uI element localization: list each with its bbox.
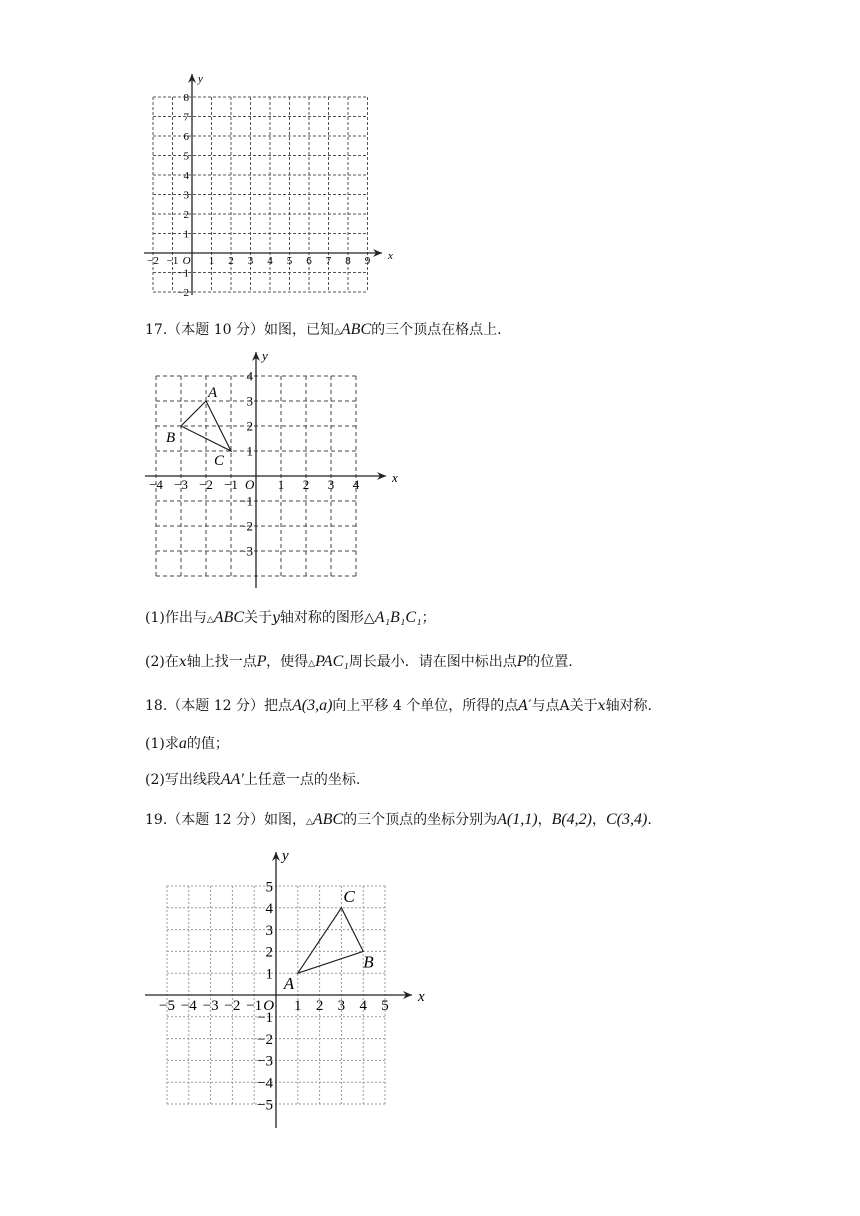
part-text: 轴上找一点 — [186, 654, 257, 670]
x-tick-label: −1 — [166, 255, 179, 267]
part-text: 关于 — [243, 610, 272, 626]
x-tick-label: −3 — [202, 998, 219, 1014]
part-text: 轴对称的图形△ — [279, 610, 375, 626]
point-name: P — [516, 654, 527, 670]
part-text: (2)写出线段 — [145, 772, 221, 788]
point-coordinate: A(1,1) — [497, 811, 538, 828]
triangle — [166, 385, 231, 469]
triangle-abc-figure — [140, 848, 430, 1133]
part-text: (2)在 — [145, 654, 179, 670]
y-tick-label: 6 — [183, 130, 189, 143]
y-tick-label: −2 — [239, 518, 253, 534]
triangle-name: PAC₁ — [315, 653, 349, 670]
y-tick-label: 8 — [183, 91, 189, 104]
y-tick-label: −1 — [177, 267, 189, 280]
y-tick-label: 1 — [183, 228, 189, 241]
point-name: A — [559, 698, 570, 714]
point-coordinate: C(3,4) — [606, 811, 648, 828]
y-tick-label: −5 — [257, 1097, 273, 1114]
y-tick-label: −3 — [257, 1053, 273, 1070]
x-tick-label: 4 — [267, 255, 273, 267]
y-tick-label: −3 — [239, 543, 253, 559]
x-tick-label: 5 — [286, 255, 293, 267]
triangle-symbol: △ — [308, 659, 316, 669]
question-17-stem — [145, 320, 502, 342]
x-tick-label: 4 — [359, 998, 367, 1014]
y-tick-label: −4 — [257, 1075, 273, 1092]
question-17-part-2 — [145, 652, 573, 674]
x-tick-label: −2 — [199, 477, 213, 492]
x-tick-label: 8 — [345, 255, 351, 267]
y-tick-label: 4 — [265, 901, 273, 918]
part-text: ； — [421, 610, 436, 626]
question-number: 18. — [145, 698, 168, 714]
y-tick-label: 4 — [246, 368, 253, 384]
vertex-label: B — [166, 430, 176, 446]
x-tick-label: 1 — [277, 477, 285, 492]
question-18-stem — [145, 696, 652, 716]
triangle-name: ABC — [213, 609, 244, 626]
y-tick-label: 5 — [183, 150, 189, 163]
stem-text: 向上平移 4 个单位，所得的点 — [332, 698, 519, 714]
x-tick-label: −4 — [149, 477, 163, 492]
x-tick-label: 3 — [247, 255, 254, 267]
y-tick-label: 4 — [183, 169, 189, 182]
stem-text: 如图， — [263, 812, 306, 828]
vertex-label: A — [283, 974, 295, 994]
x-tick-label: 1 — [208, 255, 215, 267]
stem-text: 如图，已知 — [263, 322, 334, 338]
part-text: 上任意一点的坐标. — [243, 772, 361, 788]
triangle-outline — [298, 908, 363, 973]
x-tick-label: −1 — [224, 477, 238, 492]
stem-text: 关于 — [569, 698, 598, 714]
x-axis-label: x — [388, 250, 393, 262]
x-tick-label: −3 — [174, 477, 188, 492]
x-axis-label: x — [392, 470, 398, 485]
question-score: （本题 12 分） — [167, 698, 264, 714]
triangle — [283, 887, 374, 993]
x-tick-label: 5 — [381, 998, 389, 1014]
y-tick-label: −1 — [257, 1010, 273, 1027]
part-text: 周长最小．请在图中标出点 — [348, 654, 517, 670]
separator: ， — [592, 812, 606, 828]
x-tick-label: 3 — [327, 477, 335, 492]
tick-labels — [149, 348, 398, 559]
triangle-name: ABC — [340, 321, 372, 338]
question-number: 19. — [145, 812, 168, 828]
x-tick-label: 3 — [337, 998, 346, 1014]
x-tick-label: 2 — [228, 255, 234, 267]
y-tick-label: 3 — [183, 189, 189, 202]
question-score: （本题 10 分） — [167, 322, 264, 338]
point-name: P — [256, 654, 267, 670]
y-tick-label: −2 — [177, 286, 189, 299]
tick-labels — [147, 73, 393, 299]
y-tick-label: 2 — [183, 208, 189, 221]
vertex-label: B — [363, 952, 374, 972]
triangle-symbol: △ — [333, 327, 341, 337]
separator: ， — [537, 812, 552, 828]
x-tick-label: −5 — [159, 998, 175, 1014]
stem-text: 轴对称. — [605, 698, 653, 714]
y-tick-label: 2 — [246, 418, 253, 434]
origin-label: O — [244, 477, 255, 492]
variable-name: a — [178, 735, 187, 752]
y-tick-label: 7 — [183, 111, 189, 124]
question-number: 17. — [145, 322, 168, 338]
coordinate-grid-figure — [140, 70, 400, 300]
question-score: （本题 12 分） — [167, 812, 264, 828]
part-text: 的位置. — [526, 654, 573, 670]
axis-name: y — [271, 610, 280, 626]
x-tick-label: 9 — [364, 255, 371, 267]
x-axis-label: x — [418, 989, 425, 1005]
y-tick-label: 5 — [265, 879, 273, 896]
axis-name: x — [178, 654, 187, 670]
origin-label: O — [263, 998, 275, 1014]
x-tick-label: −1 — [246, 998, 263, 1014]
x-tick-label: 4 — [352, 477, 360, 492]
part-text: ，使得 — [266, 654, 309, 670]
stem-text: 把点 — [263, 698, 292, 714]
origin-label: O — [182, 255, 191, 267]
stem-text: 的三个顶点在格点上. — [371, 322, 502, 338]
x-tick-label: 2 — [315, 998, 324, 1014]
vertex-label: C — [343, 886, 355, 906]
x-tick-label: −4 — [180, 998, 197, 1014]
image-triangle-name: A₁B₁C₁ — [374, 609, 422, 626]
x-tick-label: 6 — [306, 255, 312, 267]
x-tick-label: 2 — [302, 477, 310, 492]
triangle-abc-figure — [140, 348, 410, 593]
x-tick-label: 7 — [325, 255, 332, 267]
triangle-symbol: △ — [206, 615, 214, 625]
y-axis-label: y — [282, 848, 289, 864]
part-text: 的值； — [186, 736, 229, 752]
separator: . — [647, 812, 652, 828]
y-tick-label: 3 — [265, 922, 273, 939]
segment-name: AA′ — [220, 771, 244, 788]
vertex-label: A — [208, 385, 218, 401]
axes — [145, 852, 412, 1128]
y-tick-label: −1 — [239, 493, 253, 509]
y-tick-label: 1 — [246, 443, 253, 459]
point-coordinate: B(4,2) — [551, 811, 592, 828]
question-18-part-1 — [145, 734, 229, 754]
vertex-label: C — [214, 453, 225, 469]
part-text: (1)求 — [145, 736, 179, 752]
x-tick-label: −2 — [224, 998, 241, 1014]
part-text: (1)作出与 — [145, 610, 207, 626]
y-axis-label: y — [198, 73, 203, 85]
stem-text: 与点 — [531, 698, 560, 714]
point-coordinate: A(3,a) — [291, 697, 333, 714]
x-tick-label: −2 — [147, 255, 159, 267]
y-tick-label: 3 — [246, 393, 253, 409]
y-tick-label: −2 — [257, 1031, 273, 1048]
x-tick-label: 1 — [294, 998, 302, 1014]
point-name: A′ — [518, 698, 532, 714]
question-19-stem — [145, 810, 652, 832]
axis-name: x — [597, 698, 606, 714]
question-18-part-2 — [145, 770, 360, 790]
y-axis-label: y — [262, 348, 268, 363]
stem-text: 的三个顶点的坐标分别为 — [343, 812, 498, 828]
question-17-part-1 — [145, 608, 436, 630]
triangle-name: ABC — [312, 811, 344, 828]
y-tick-label: 2 — [265, 944, 273, 961]
triangle-symbol: △ — [305, 817, 313, 827]
y-tick-label: 1 — [265, 966, 273, 983]
